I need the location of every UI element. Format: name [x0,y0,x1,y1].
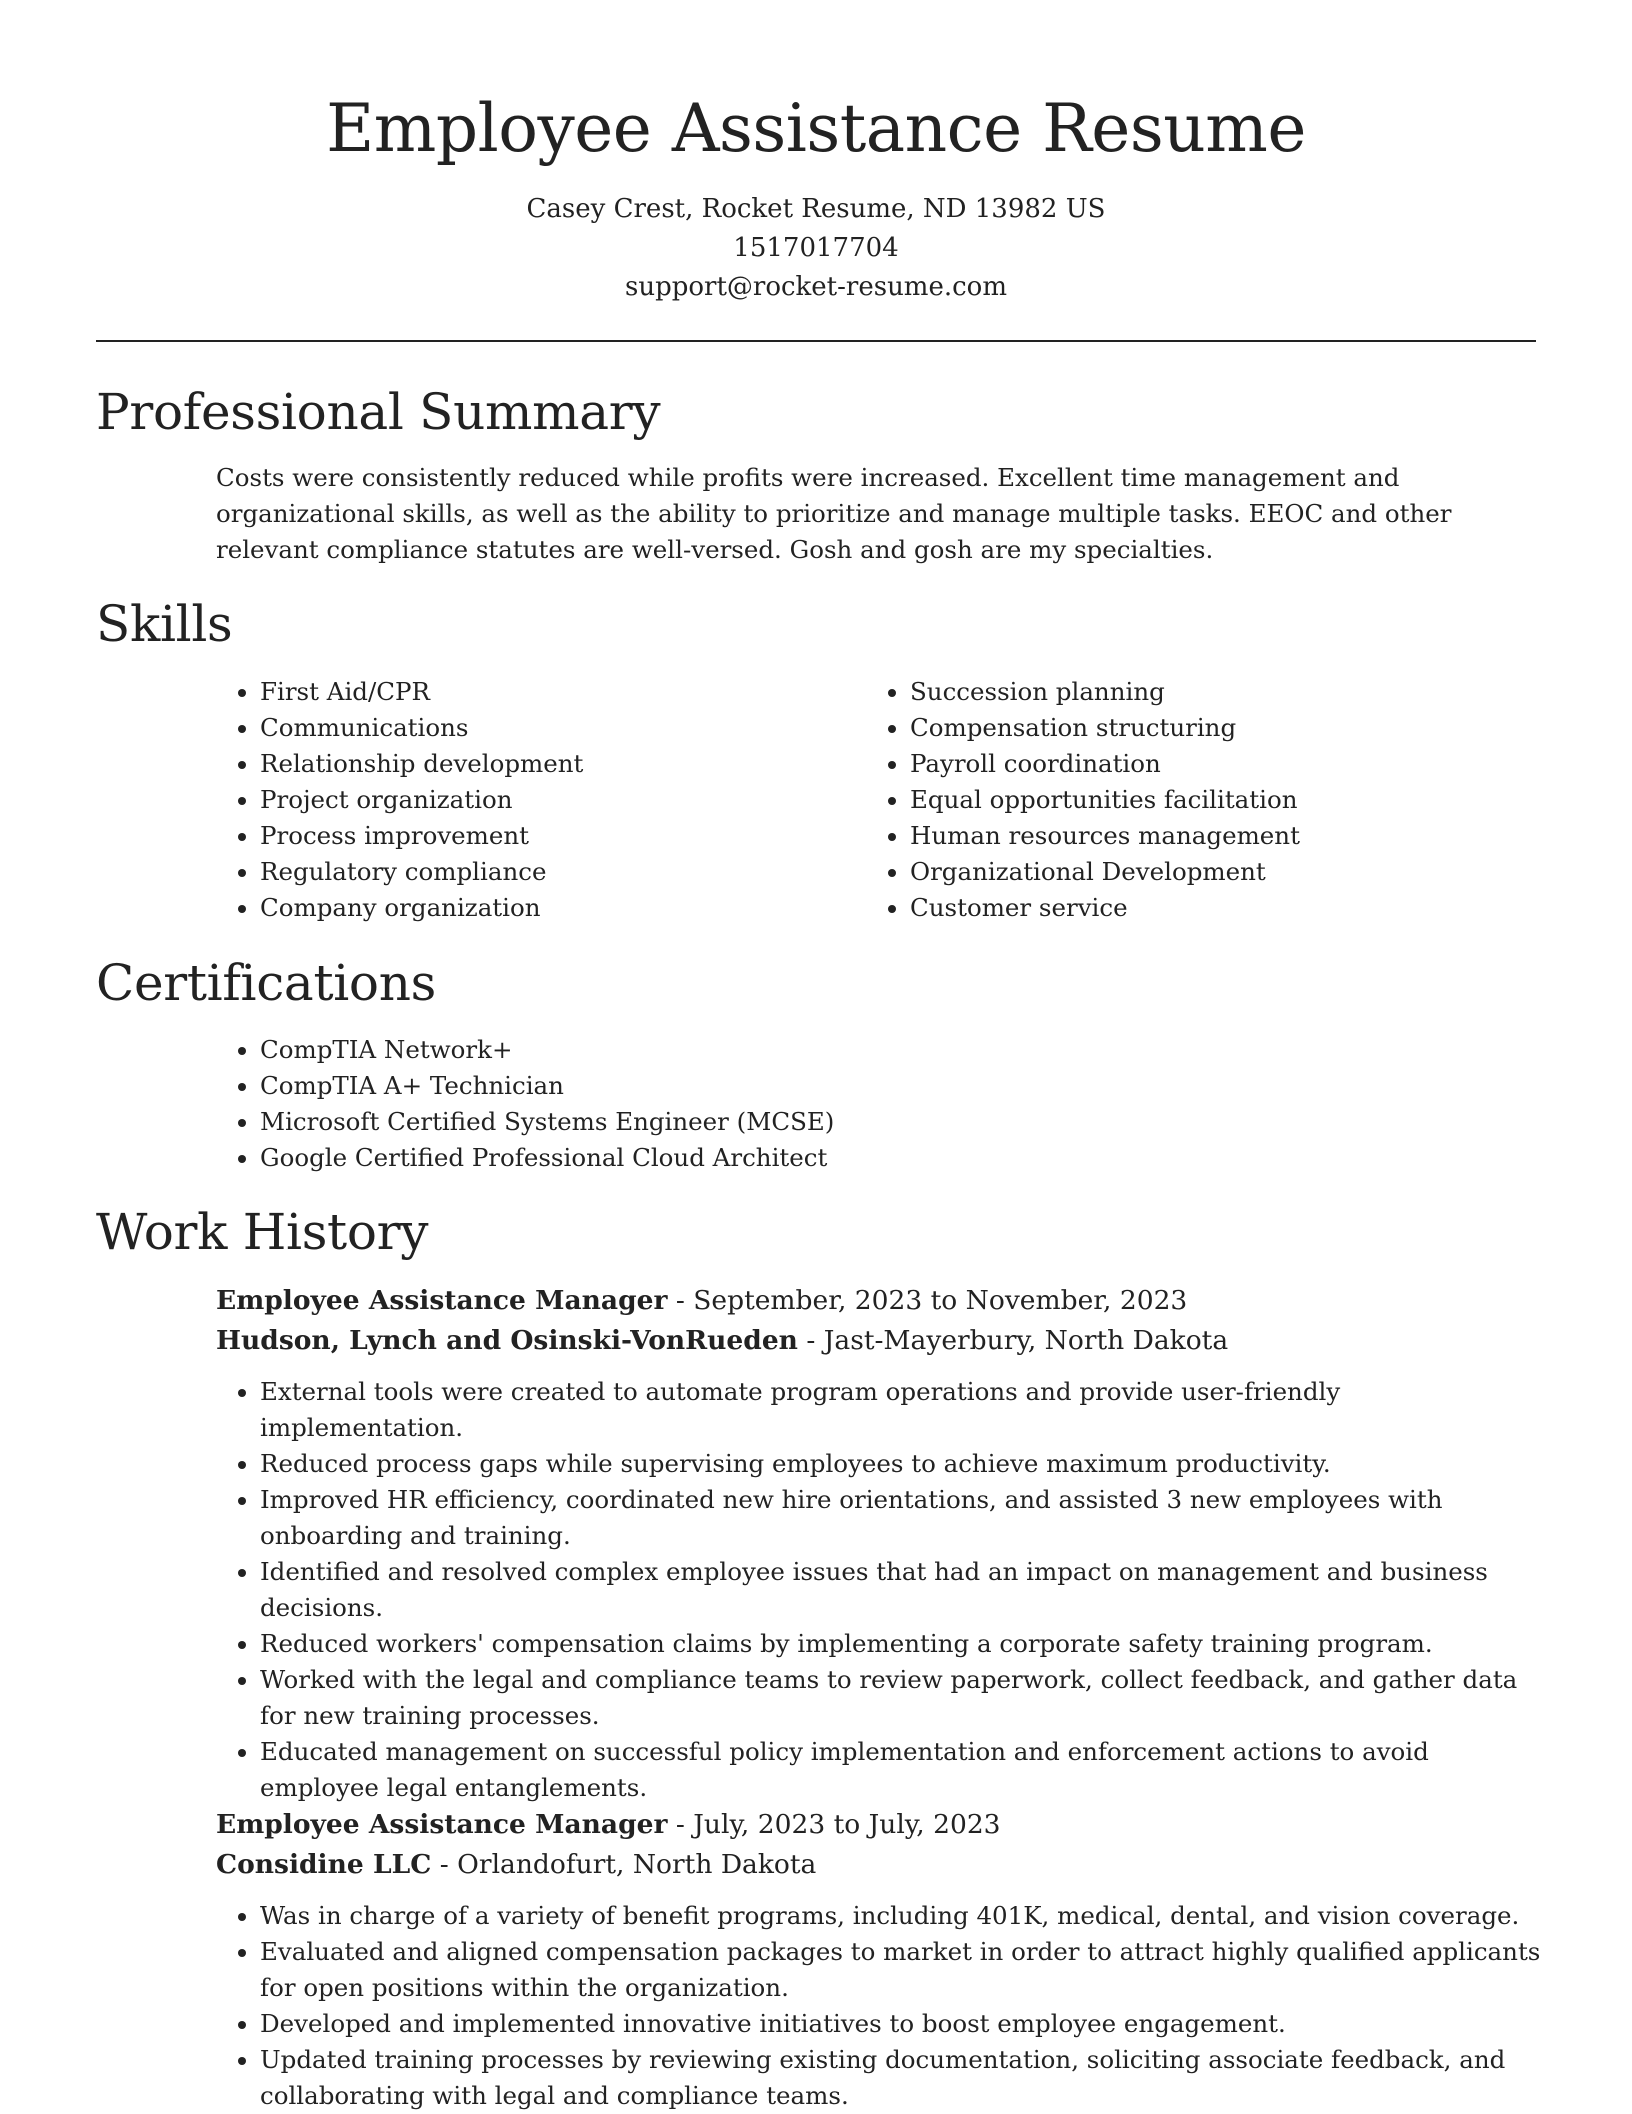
work-heading: Work History [96,1203,429,1261]
certification-item: • CompTIA Network+ [260,1032,1560,1068]
job-bullet: • Developed and implemented innovative initiatives to boost employee engagement. [260,2006,1560,2042]
skill-item: • Regulatory compliance [260,854,860,890]
job-separator: - [675,1285,685,1316]
job-bullet: • Reduced workers' compensation claims by implementing a corporate safety training program. [260,1626,1540,1662]
job-bullet: • External tools were created to automate program operations and provide user-friendly implementation. [260,1374,1540,1446]
certification-item: • CompTIA A+ Technician [260,1068,1560,1104]
job-bullet: • Evaluated and aligned compensation packages to market in order to attract highly qualified applicants for open positions within the organization. [260,1934,1560,2006]
contact-phone: 1517017704 [733,233,899,263]
job-dates: July, 2023 to July, 2023 [693,1809,1001,1840]
job-company: Considine LLC [216,1849,432,1880]
certification-item: • Google Certified Professional Cloud Architect [260,1140,1560,1176]
skill-item: • First Aid/CPR [260,674,860,710]
job-dates: September, 2023 to November, 2023 [693,1285,1188,1316]
job-location: Jast-Mayerbury, North Dakota [823,1325,1229,1356]
job-title: Employee Assistance Manager [216,1285,668,1316]
header-divider [96,340,1536,342]
skill-item: • Organizational Development [910,854,1570,890]
job-bullet: • Identified and resolved complex employee issues that had an impact on management and business decisions. [260,1554,1540,1626]
job-separator: - [439,1849,449,1880]
skill-item: • Human resources management [910,818,1570,854]
job-bullet: • Improved HR efficiency, coordinated new hire orientations, and assisted 3 new employees with onboarding and training. [260,1482,1540,1554]
job-bullet: • Updated training processes by reviewing existing documentation, soliciting associate feedback, and collaborating with legal and compliance teams. [260,2042,1560,2114]
certification-item: • Microsoft Certified Systems Engineer (MCSE) [260,1104,1560,1140]
skills-heading: Skills [96,595,233,653]
job-title: Employee Assistance Manager [216,1809,668,1840]
summary-text: Costs were consistently reduced while profits were increased. Excellent time management and organizational skills, as well as the ability to prioritize and manage multiple tasks. EEOC and other relevant compliance statutes are well-versed. Gosh and gosh are my specialties. [216,463,1452,564]
skill-item: • Process improvement [260,818,860,854]
resume-title: Employee Assistance Resume [326,90,1306,167]
certifications-heading: Certifications [96,954,436,1012]
contact-address: Casey Crest, Rocket Resume, ND 13982 US [526,194,1106,224]
skills-list-left [216,674,860,926]
contact-email: support@rocket-resume.com [624,272,1007,302]
job-location: Orlandofurt, North Dakota [457,1849,817,1880]
skill-item: • Succession planning [910,674,1570,710]
summary-heading: Professional Summary [96,383,661,441]
job-separator: - [675,1809,685,1840]
skill-item: • Communications [260,710,860,746]
skill-item: • Project organization [260,782,860,818]
certifications-list [216,1032,1560,1176]
contact-block [96,190,1536,307]
skill-item: • Customer service [910,890,1570,926]
job-company-line [216,1321,1536,1361]
job-bullets [216,1898,1560,2114]
job-bullet: • Educated management on successful policy implementation and enforcement actions to avoid employee legal entanglements. [260,1734,1540,1806]
skill-item: • Payroll coordination [910,746,1570,782]
job-bullet: • Reduced process gaps while supervising employees to achieve maximum productivity. [260,1446,1540,1482]
skill-item: • Compensation structuring [910,710,1570,746]
skill-item: • Relationship development [260,746,860,782]
job-title-line [216,1281,1536,1321]
skill-item: • Company organization [260,890,860,926]
job-company-line [216,1845,1536,1885]
job-bullet: • Was in charge of a variety of benefit programs, including 401K, medical, dental, and vision coverage. [260,1898,1560,1934]
job-separator: - [806,1325,816,1356]
job-company: Hudson, Lynch and Osinski-VonRueden [216,1325,798,1356]
job-bullets [216,1374,1540,1806]
skills-list-right [866,674,1570,926]
job-bullet: • Worked with the legal and compliance teams to review paperwork, collect feedback, and gather data for new training processes. [260,1662,1540,1734]
job-title-line [216,1805,1536,1845]
skill-item: • Equal opportunities facilitation [910,782,1570,818]
